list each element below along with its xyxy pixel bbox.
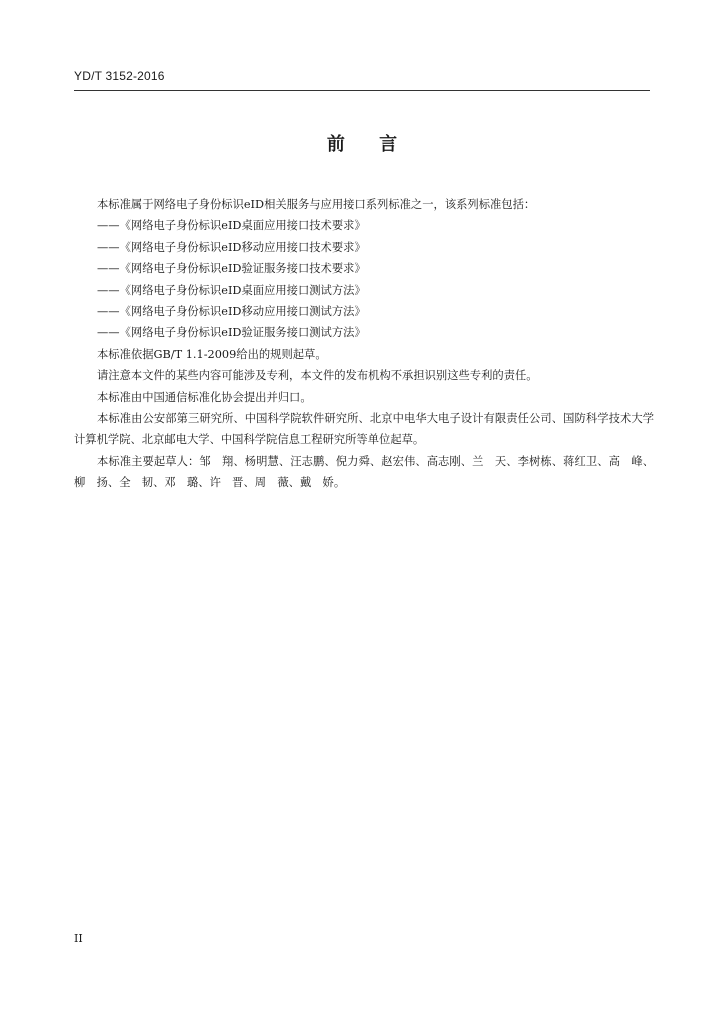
patent-notice-paragraph: 请注意本文件的某些内容可能涉及专利，本文件的发布机构不承担识别这些专利的责任。 [97,369,538,383]
proposer-paragraph: 本标准由中国通信标准化协会提出并归口。 [97,390,312,404]
drafters-paragraph: 本标准主要起草人：邹 翔、杨明慧、汪志鹏、倪力舜、赵宏伟、高志刚、兰 天、李树栋、蒋红卫、高 峰、柳 扬、全 韧、邓 璐、许 晋、周 薇、戴 娇。 [74,454,654,490]
header-divider [74,90,650,91]
series-item: ——《网络电子身份标识eID验证服务接口技术要求》 [97,262,366,276]
drafting-units-paragraph: 本标准由公安部第三研究所、中国科学院软件研究所、北京中电华大电子设计有限责任公司、国防科学技术大学计算机学院、北京邮电大学、中国科学院信息工程研究所等单位起草。 [74,412,654,447]
document-code: YD/T 3152-2016 [74,69,165,83]
series-item: ——《网络电子身份标识eID桌面应用接口测试方法》 [97,283,366,297]
page-number: II [74,932,83,945]
foreword-body [74,194,654,494]
series-item: ——《网络电子身份标识eID验证服务接口测试方法》 [97,326,366,340]
intro-paragraph: 本标准属于网络电子身份标识eID相关服务与应用接口系列标准之一，该系列标准包括： [97,198,536,211]
series-item: ——《网络电子身份标识eID移动应用接口测试方法》 [97,305,366,319]
drafting-rules-paragraph: 本标准依据GB/T 1.1-2009给出的规则起草。 [97,347,327,361]
page-title: 前 言 [326,134,412,155]
series-item: ——《网络电子身份标识eID桌面应用接口技术要求》 [97,219,366,233]
series-item: ——《网络电子身份标识eID移动应用接口技术要求》 [97,240,366,254]
